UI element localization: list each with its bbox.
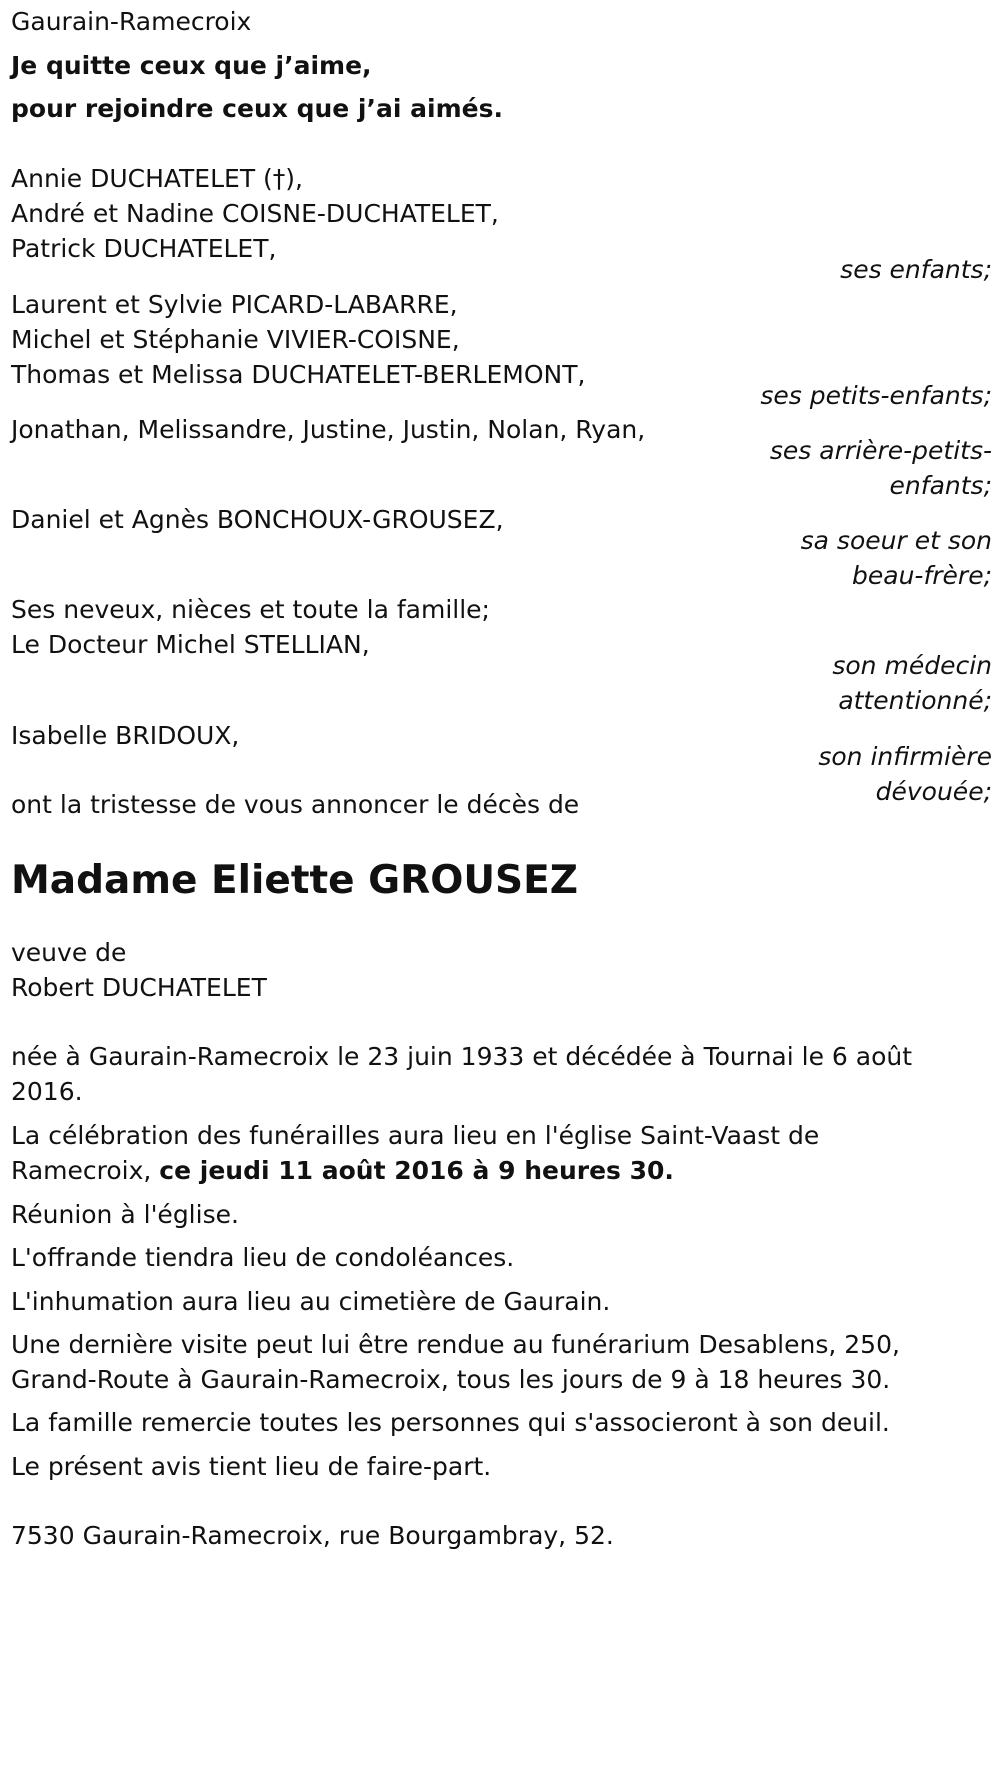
- ceremony-date: ce jeudi 11 août 2016 à 9 heures 30.: [159, 1156, 674, 1185]
- quote-line-1: Je quitte ceux que j’aime,: [11, 51, 372, 80]
- nurse-role-line-2: dévouée;: [875, 777, 992, 806]
- sister: Daniel et Agnès BONCHOUX-GROUSEZ,: [11, 505, 504, 534]
- great-grandchildren-role-line-1: ses arrière-petits-: [769, 436, 992, 465]
- other-relatives: Ses neveux, nièces et toute la famille;: [11, 595, 490, 624]
- birth-death-line-1: née à Gaurain-Ramecroix le 23 juin 1933 et décédée à Tournai le 6 août: [11, 1042, 913, 1071]
- nurse-role-line-1: son infirmière: [818, 742, 992, 771]
- widow-of-label: veuve de: [11, 938, 127, 967]
- gathering-text: Réunion à l'église.: [11, 1200, 239, 1229]
- family-address: 7530 Gaurain-Ramecroix, rue Bourgambray, 52.: [11, 1521, 614, 1550]
- spouse-name: Robert DUCHATELET: [11, 973, 267, 1002]
- child-2: André et Nadine COISNE-DUCHATELET,: [11, 199, 499, 228]
- visit-line-1: Une dernière visite peut lui être rendue au funérarium Desablens, 250,: [11, 1330, 900, 1359]
- children-role: ses enfants;: [840, 255, 992, 284]
- burial-text: L'inhumation aura lieu au cimetière de Gaurain.: [11, 1287, 611, 1316]
- grandchildren-role: ses petits-enfants;: [760, 381, 992, 410]
- sister-role-line-2: beau-frère;: [852, 561, 992, 590]
- place-header: Gaurain-Ramecroix: [11, 7, 252, 36]
- notice-text: Le présent avis tient lieu de faire-part.: [11, 1452, 492, 1481]
- ceremony-line-2: [11, 1151, 674, 1191]
- ceremony-place: Ramecroix,: [11, 1156, 160, 1185]
- sister-role-line-1: sa soeur et son: [800, 526, 992, 555]
- offering-text: L'offrande tiendra lieu de condoléances.: [11, 1243, 515, 1272]
- visit-line-2: Grand-Route à Gaurain-Ramecroix, tous les jours de 9 à 18 heures 30.: [11, 1365, 891, 1394]
- doctor-role-line-2: attentionné;: [838, 686, 992, 715]
- doctor-role-line-1: son médecin: [832, 651, 992, 680]
- grandchild-1: Laurent et Sylvie PICARD-LABARRE,: [11, 290, 458, 319]
- announcement-text: ont la tristesse de vous annoncer le décès de: [11, 790, 580, 819]
- great-grandchildren: Jonathan, Melissandre, Justine, Justin, Nolan, Ryan,: [11, 415, 646, 444]
- child-3: Patrick DUCHATELET,: [11, 234, 277, 263]
- nurse: Isabelle BRIDOUX,: [11, 721, 240, 750]
- grandchild-2: Michel et Stéphanie VIVIER-COISNE,: [11, 325, 460, 354]
- ceremony-line-1: La célébration des funérailles aura lieu en l'église Saint-Vaast de: [11, 1121, 820, 1150]
- deceased-name: Madame Eliette GROUSEZ: [11, 858, 579, 903]
- birth-death-line-2: 2016.: [11, 1077, 83, 1106]
- child-1: Annie DUCHATELET (†),: [11, 164, 303, 193]
- grandchild-3: Thomas et Melissa DUCHATELET-BERLEMONT,: [11, 360, 586, 389]
- great-grandchildren-role-line-2: enfants;: [889, 471, 992, 500]
- thanks-text: La famille remercie toutes les personnes qui s'associeront à son deuil.: [11, 1408, 890, 1437]
- doctor: Le Docteur Michel STELLIAN,: [11, 630, 370, 659]
- quote-line-2: pour rejoindre ceux que j’ai aimés.: [11, 94, 503, 123]
